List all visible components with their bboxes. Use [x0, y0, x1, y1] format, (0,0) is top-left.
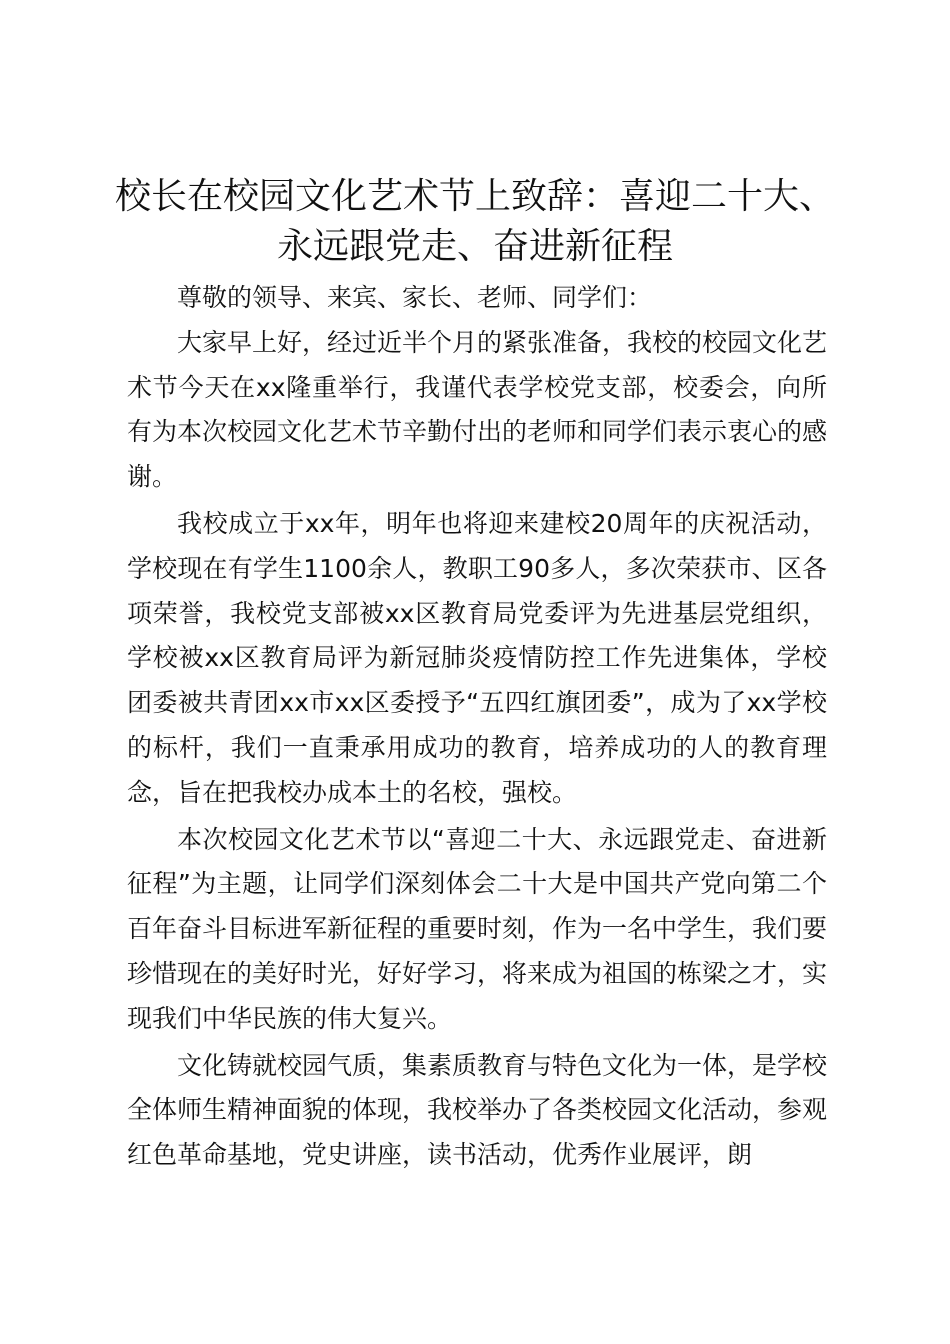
document-title-line-1: 校长在校园文化艺术节上致辞：喜迎二十大、 [114, 176, 835, 217]
document-title-line-2: 永远跟党走、奋进新征程 [276, 226, 673, 267]
document-body [127, 276, 827, 1178]
paragraph-3: 本次校园文化艺术节以“喜迎二十大、永远跟党走、奋进新征程”为主题，让同学们深刻体会二十大是中国共产党向第二个百年奋斗目标进军新征程的重要时刻，作为一名中学生，我们要珍惜现在的美好时光，好好学习，将来成为祖国的栋梁之才，实现我们中华民族的伟大复兴。 [127, 824, 828, 1033]
paragraph-2: 我校成立于xx年，明年也将迎来建校20周年的庆祝活动，学校现在有学生1100余人，教职工90多人，多次荣获市、区各项荣誉，我校党支部被xx区教育局党委评为先进基层党组织，学校被xx区教育局评为新冠肺炎疫情防控工作先进集体，学校团委被共青团xx市xx区委授予“五四红旗团委”，成为了xx学校的标杆，我们一直秉承用成功的教育，培养成功的人的教育理念，旨在把我校办成本土的名校，强校。 [127, 508, 827, 807]
paragraph-4: 文化铸就校园气质，集素质教育与特色文化为一体，是学校全体师生精神面貌的体现，我校举办了各类校园文化活动，参观红色革命基地，党史讲座，读书活动，优秀作业展评，朗 [127, 1050, 828, 1170]
salutation: 尊敬的领导、来宾、家长、老师、同学们： [177, 283, 653, 312]
paragraph-1: 大家早上好，经过近半个月的紧张准备，我校的校园文化艺术节今天在xx隆重举行，我谨代表学校党支部，校委会，向所有为本次校园文化艺术节辛勤付出的老师和同学们表示衷心的感谢。 [127, 327, 828, 492]
